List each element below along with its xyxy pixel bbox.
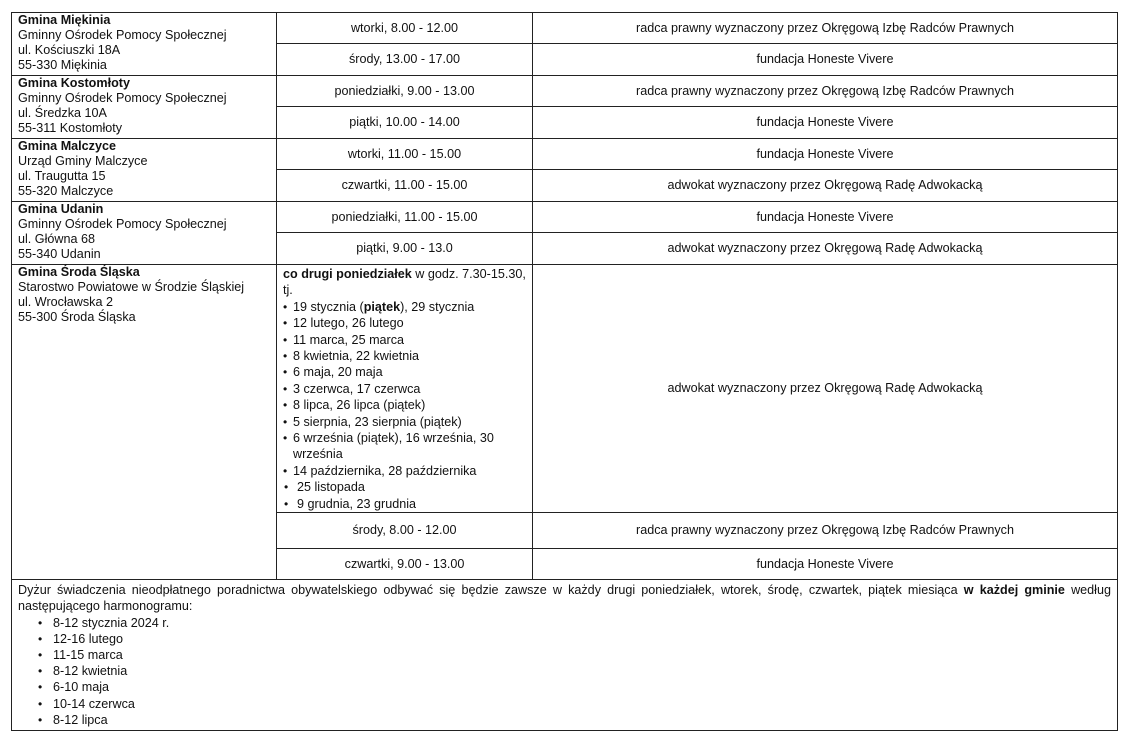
footer-text: Dyżur świadczenia nieodpłatnego poradnictwa obywatelskiego odbywać się będzie zawsze w każdy drugi poniedziałek, wtorek, środę, czwartek, piątek miesiąca: [18, 583, 964, 598]
table-row: [12, 139, 1118, 170]
gmina-name: Gmina Udanin: [18, 202, 104, 216]
date-list: [283, 299, 526, 512]
date-text-bold: piątek: [363, 299, 401, 314]
schedule-lead-bold: co drugi poniedziałek: [283, 267, 412, 281]
list-item: [283, 463, 526, 479]
gmina-name: Gmina Miękinia: [18, 13, 111, 27]
gmina-name: Gmina Malczyce: [18, 139, 116, 153]
list-item: [283, 332, 526, 348]
office-cell: [12, 13, 277, 76]
schedule-lead: [283, 266, 526, 299]
schedule-dates-cell: [277, 265, 533, 513]
date-text: 5 sierpnia, 23 sierpnia (piątek): [293, 414, 462, 429]
list-item: • 10-14 czerwca: [38, 696, 1111, 712]
provider-cell: radca prawny wyznaczony przez Okręgową Izbę Radców Prawnych: [533, 13, 1118, 44]
gmina-name: Gmina Kostomłoty: [18, 76, 130, 90]
date-text: ), 29 stycznia: [400, 299, 475, 314]
list-item: [283, 479, 526, 495]
office-line: Starostwo Powiatowe w Środzie Śląskiej: [18, 280, 245, 294]
list-item: [283, 496, 526, 512]
office-line: ul. Średzka 10A: [18, 106, 107, 120]
list-item: [283, 414, 526, 430]
date-text: 9 grudnia, 23 grudnia: [297, 496, 417, 511]
list-item: [283, 315, 526, 331]
date-text: 12 lutego, 26 lutego: [293, 316, 404, 331]
list-item: [283, 299, 526, 315]
list-item: [283, 430, 526, 463]
footer-note-cell: [12, 580, 1118, 731]
provider-cell: adwokat wyznaczony przez Okręgową Radę Adwokacką: [533, 170, 1118, 202]
provider-cell: radca prawny wyznaczony przez Okręgową Izbę Radców Prawnych: [533, 76, 1118, 107]
provider-cell: fundacja Honeste Vivere: [533, 107, 1118, 139]
schedule-lead-text: w godz. 7.30-15.30, tj.: [283, 267, 526, 298]
table-row: [12, 265, 1118, 513]
list-item: • 12-16 lutego: [38, 631, 1111, 647]
footer-text: według następującego harmonogramu:: [18, 583, 1111, 614]
office-line: 55-300 Środa Śląska: [18, 310, 136, 324]
office-cell: [12, 76, 277, 139]
office-line: Gminny Ośrodek Pomocy Społecznej: [18, 91, 227, 105]
office-line: Gminny Ośrodek Pomocy Społecznej: [18, 217, 227, 231]
office-line: Gminny Ośrodek Pomocy Społecznej: [18, 28, 227, 42]
table-row: [12, 202, 1118, 233]
office-cell: [12, 202, 277, 265]
schedule-cell: wtorki, 11.00 - 15.00: [277, 139, 533, 170]
office-line: ul. Wrocławska 2: [18, 295, 113, 309]
list-item: • 11-15 marca: [38, 647, 1111, 663]
schedule-cell: piątki, 9.00 - 13.0: [277, 233, 533, 265]
list-item: [283, 348, 526, 364]
office-line: 55-330 Miękinia: [18, 58, 107, 72]
harmonogram-list: [18, 615, 1111, 728]
list-item: • 8-12 kwietnia: [38, 663, 1111, 679]
provider-cell: radca prawny wyznaczony przez Okręgową Izbę Radców Prawnych: [533, 513, 1118, 549]
office-cell: [12, 139, 277, 202]
table-row: [12, 76, 1118, 107]
schedule-cell: poniedziałki, 11.00 - 15.00: [277, 202, 533, 233]
date-text: 11 marca, 25 marca: [293, 332, 405, 347]
provider-cell: fundacja Honeste Vivere: [533, 202, 1118, 233]
date-text: 19 stycznia (: [293, 299, 364, 314]
provider-cell: fundacja Honeste Vivere: [533, 139, 1118, 170]
footer-note: [18, 582, 1111, 614]
list-item: [283, 381, 526, 397]
office-cell: [12, 265, 277, 580]
date-text: 8 lipca, 26 lipca (piątek): [293, 398, 426, 413]
date-text: 14 października, 28 października: [293, 463, 477, 478]
office-line: 55-311 Kostomłoty: [18, 121, 123, 135]
office-line: ul. Główna 68: [18, 232, 96, 246]
schedule-cell: piątki, 10.00 - 14.00: [277, 107, 533, 139]
table-row: [12, 13, 1118, 44]
list-item: • 6-10 maja: [38, 679, 1111, 695]
date-text: 6 maja, 20 maja: [293, 365, 383, 380]
provider-cell: fundacja Honeste Vivere: [533, 44, 1118, 76]
date-text: 6 września (piątek), 16 września, 30 września: [293, 431, 494, 462]
footer-text-bold: w każdej gminie: [963, 583, 1065, 598]
schedule-cell: wtorki, 8.00 - 12.00: [277, 13, 533, 44]
duty-schedule-table: [11, 12, 1118, 731]
office-line: Urząd Gminy Malczyce: [18, 154, 148, 168]
schedule-cell: czwartki, 9.00 - 13.00: [277, 549, 533, 580]
schedule-cell: środy, 13.00 - 17.00: [277, 44, 533, 76]
list-item: [283, 364, 526, 380]
list-item: [283, 397, 526, 413]
schedule-cell: poniedziałki, 9.00 - 13.00: [277, 76, 533, 107]
list-item: • 8-12 lipca: [38, 712, 1111, 728]
office-line: 55-340 Udanin: [18, 247, 101, 261]
office-line: ul. Traugutta 15: [18, 169, 106, 183]
provider-cell: adwokat wyznaczony przez Okręgową Radę Adwokacką: [533, 265, 1118, 513]
date-text: 3 czerwca, 17 czerwca: [293, 381, 421, 396]
office-line: ul. Kościuszki 18A: [18, 43, 121, 57]
provider-cell: fundacja Honeste Vivere: [533, 549, 1118, 580]
list-item: • 8-12 stycznia 2024 r.: [38, 615, 1111, 631]
office-line: 55-320 Malczyce: [18, 184, 114, 198]
provider-cell: adwokat wyznaczony przez Okręgową Radę Adwokacką: [533, 233, 1118, 265]
table-row: [12, 580, 1118, 731]
schedule-cell: czwartki, 11.00 - 15.00: [277, 170, 533, 202]
gmina-name: Gmina Środa Śląska: [18, 265, 140, 279]
schedule-cell: środy, 8.00 - 12.00: [277, 513, 533, 549]
date-text: 8 kwietnia, 22 kwietnia: [293, 349, 420, 364]
date-text: 25 listopada: [297, 480, 365, 495]
